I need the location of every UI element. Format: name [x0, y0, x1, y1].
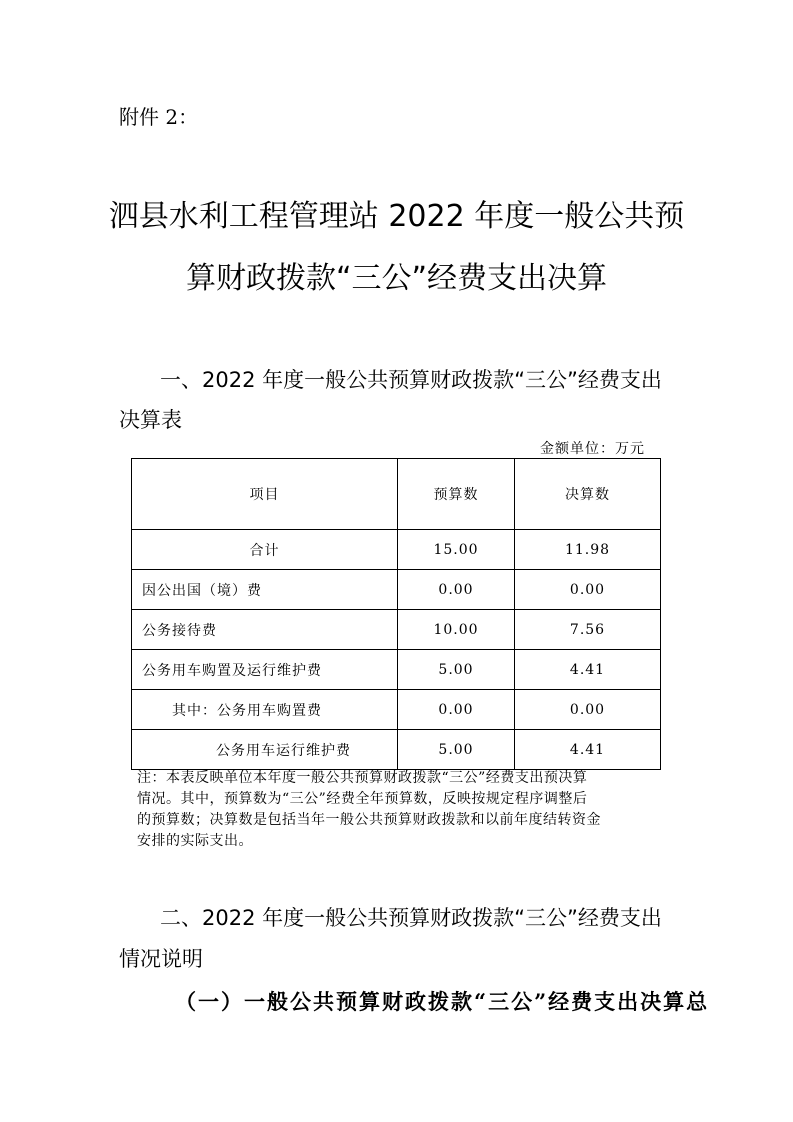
row-item: 公务用车购置及运行维护费 [132, 650, 398, 690]
table-row [132, 610, 661, 650]
row-budget: 0.00 [398, 690, 515, 730]
note-line: 的预算数；决算数是包括当年一般公共预算财政拨款和以前年度结转资金 [137, 812, 601, 828]
row-budget: 15.00 [398, 530, 515, 570]
row-budget: 5.00 [398, 650, 515, 690]
subsection-1-heading: （一）一般公共预算财政拨款“三公”经费支出决算总 [175, 989, 710, 1014]
table-row [132, 650, 661, 690]
table-header-row [132, 459, 661, 530]
row-budget: 0.00 [398, 570, 515, 610]
row-actual: 4.41 [515, 730, 661, 770]
row-budget: 5.00 [398, 730, 515, 770]
document-title-line-1: 泗县水利工程管理站 2022 年度一般公共预 [108, 199, 685, 234]
note-line: 安排的实际支出。 [137, 833, 253, 849]
table-note [137, 768, 661, 852]
row-item: 因公出国（境）费 [132, 570, 398, 610]
row-actual: 11.98 [515, 530, 661, 570]
table-row [132, 730, 661, 770]
section-2-heading-cont: 情况说明 [119, 947, 203, 971]
attachment-label: 附件 2： [119, 105, 199, 129]
note-line: 情况。其中，预算数为“三公”经费全年预算数，反映按规定程序调整后 [137, 791, 588, 807]
row-actual: 0.00 [515, 570, 661, 610]
header-item: 项目 [132, 459, 398, 530]
table-row [132, 690, 661, 730]
note-line: 注：本表反映单位本年度一般公共预算财政拨款“三公”经费支出预决算 [137, 770, 588, 786]
header-budget: 预算数 [398, 459, 515, 530]
section-2-heading: 二、2022 年度一般公共预算财政拨款“三公”经费支出 [160, 906, 662, 930]
row-item: 公务用车运行维护费 [132, 730, 398, 770]
document-title-line-2: 算财政拨款“三公”经费支出决算 [185, 261, 608, 296]
three-public-expenses-table [131, 458, 661, 770]
row-item: 合计 [132, 530, 398, 570]
row-item: 其中：公务用车购置费 [132, 690, 398, 730]
row-budget: 10.00 [398, 610, 515, 650]
table-row [132, 530, 661, 570]
row-actual: 4.41 [515, 650, 661, 690]
row-item: 公务接待费 [132, 610, 398, 650]
row-actual: 7.56 [515, 610, 661, 650]
header-actual: 决算数 [515, 459, 661, 530]
row-actual: 0.00 [515, 690, 661, 730]
section-1-heading: 一、2022 年度一般公共预算财政拨款“三公”经费支出 [160, 368, 662, 392]
amount-unit-label: 金额单位：万元 [540, 441, 645, 457]
section-1-heading-cont: 决算表 [119, 408, 182, 432]
table-row [132, 570, 661, 610]
